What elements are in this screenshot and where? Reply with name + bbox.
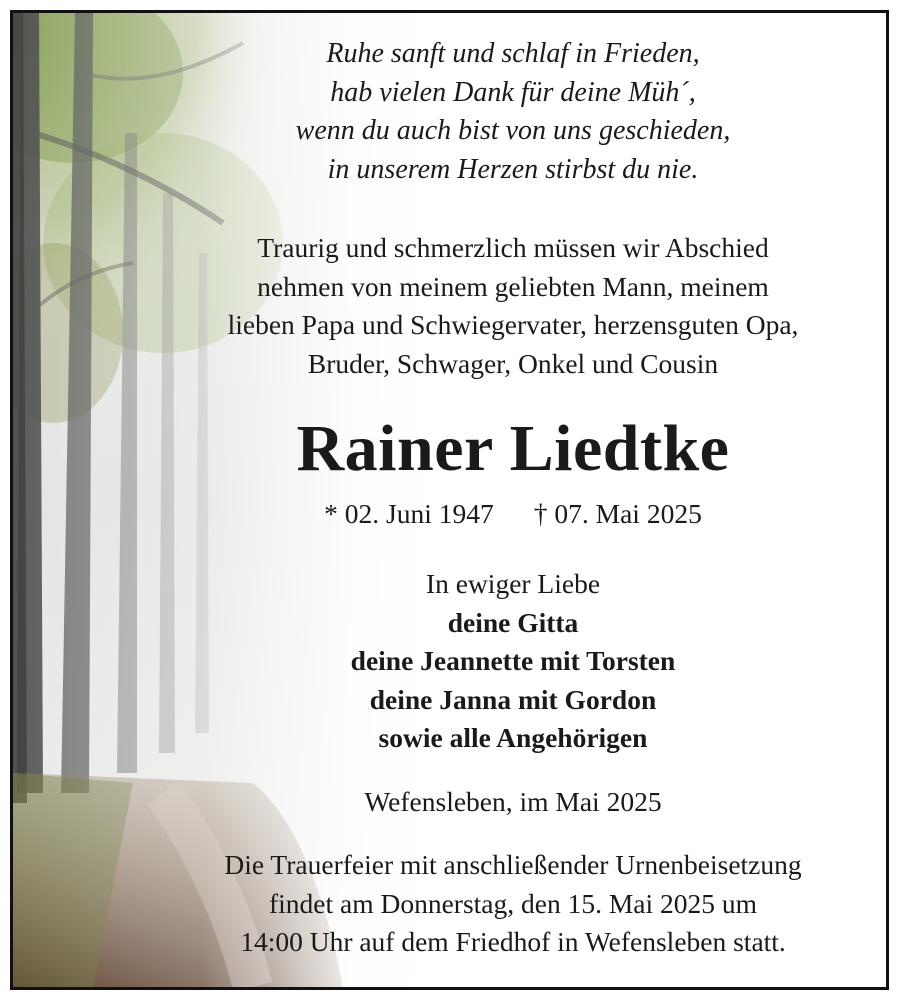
service-line: findet am Donnerstag, den 15. Mai 2025 um <box>268 887 758 919</box>
funeral-service-info <box>133 846 889 962</box>
poem-line: in unserem Herzen stirbst du nie. <box>327 153 699 185</box>
birth-date: * 02. Juni 1947 <box>324 498 494 529</box>
farewell-line: Traurig und schmerzlich müssen wir Abschied <box>257 232 769 263</box>
obituary-notice <box>10 10 889 990</box>
service-line: 14:00 Uhr auf dem Friedhof in Wefensleben statt. <box>240 926 786 957</box>
poem-verse <box>133 35 889 189</box>
mourner-name: deine Gitta <box>447 606 579 638</box>
farewell-line: nehmen von meinem geliebten Mann, meinem <box>257 270 769 302</box>
poem-line: wenn du auch bist von uns geschieden, <box>295 115 731 146</box>
farewell-line: lieben Papa und Schwiegervater, herzensguten Opa, <box>227 309 799 340</box>
service-line: Die Trauerfeier mit anschließender Urnenbeisetzung <box>224 849 802 880</box>
death-date: † 07. Mai 2025 <box>533 498 702 529</box>
mourner-name: sowie alle Angehörigen <box>378 722 648 753</box>
poem-line: Ruhe sanft und schlaf in Frieden, <box>326 38 700 69</box>
poem-line: hab vielen Dank für deine Müh´, <box>330 76 696 108</box>
farewell-text <box>133 229 889 383</box>
mourner-name: deine Janna mit Gordon <box>369 683 657 715</box>
mourner-name: deine Jeannette mit Torsten <box>350 645 676 676</box>
life-dates <box>133 495 889 533</box>
deceased-name: Rainer Liedtke <box>296 412 730 485</box>
mourners-intro: In ewiger Liebe <box>425 568 601 599</box>
place-and-date: Wefensleben, im Mai 2025 <box>364 786 662 817</box>
farewell-line: Bruder, Schwager, Onkel und Cousin <box>307 347 719 379</box>
mourners-list <box>133 565 889 758</box>
